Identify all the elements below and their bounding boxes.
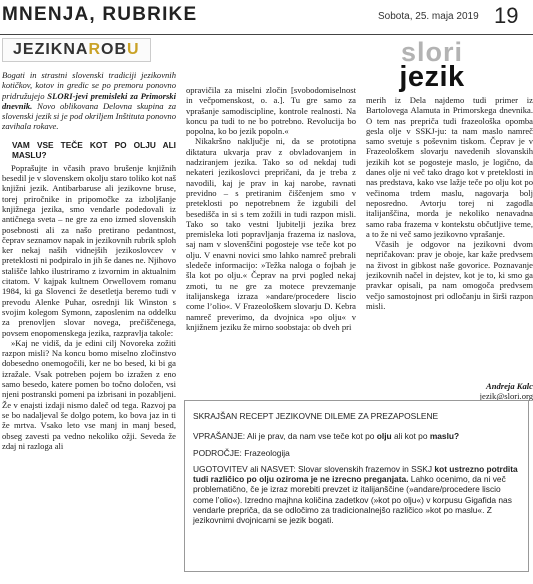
- column-intro: [2, 70, 176, 132]
- summary-area: [193, 448, 520, 458]
- article-paragraph: Včasih je odgovor na jezikovni dvom nepričakovan: prav je oboje, kar kaže predvsem na živost in gibkost naše govorice. Poznavanje jezikovnih načel in dejstev, kot je to, ki smo ga pravkar opisali, pa nam omogoča predvsem večjo samostojnost pri odločanju in širši razpon misli.: [366, 239, 533, 311]
- article-paragraph: opravičila za miselni zločin [svobodomiselnost in večpomenskost, o. a.]. Tu gre samo za vprašanje samodiscipline, kontrole realnosti. Na koncu pa tudi to ne bo potrebno. Revolucija bo popolna, ko bo jezik popoln.«: [186, 85, 356, 137]
- header-rule: [0, 34, 533, 35]
- finding-text-bold: kot ustrezno potrdita tudi različico po olju oziroma je ne izrecno preganjata.: [193, 463, 518, 485]
- summary-question: [193, 431, 520, 441]
- summary-finding: [193, 464, 520, 526]
- column-badge: [2, 38, 151, 62]
- logo-slori: slori: [400, 37, 464, 67]
- badge-part-u: U: [127, 40, 140, 58]
- page-number: 19: [494, 3, 519, 28]
- article-paragraph: »Kaj ne vidiš, da je edini cilj Novoreka zožiti razpon misli? Na koncu bomo miselno zločinstvo dobesedno onemogočili, ker ne bo besed, ki bi ga izražale. Vsak potreben pojem bo izražen z eno samo besedo, katere pomen bo točno določen, vsi njeni postranski pomeni pa izbrisani in pozabljeni. Že v enajsti izdaji nismo daleč od tega. Razvoj pa se bo nadaljeval še dolgo potem, ko bova jaz in ti že mrtva. Vsako leto vse manj in manj besed, obseg zavesti pa vedno nekoliko ožji. Seveda že zdaj ni razloga ali: [2, 337, 176, 451]
- question-label: VPRAŠANJE:: [193, 431, 246, 442]
- article-column-3: [366, 95, 533, 379]
- question-keyword-olje: olju: [376, 431, 392, 442]
- author-signature: [366, 381, 533, 402]
- badge-prefix: JEZIK: [13, 40, 64, 58]
- area-value: Frazeologija: [244, 447, 290, 458]
- intro-text-b: Novo oblikovana Delovna skupina za slovenski jezik si je pod okriljem Inštituta ponovno zavihala rokave.: [2, 100, 176, 132]
- issue-date: Sobota, 25. maja 2019: [378, 11, 479, 22]
- article-heading: VAM VSE TEČE KOT PO OLJU ALI MASLU?: [12, 139, 176, 160]
- article-column-2: [186, 85, 356, 379]
- logo-jezik: jezik: [399, 61, 465, 93]
- article-paragraph: Poprašujte in včasih pravo brušenje knjižnih besedil je v slovenskem okolju staro toliko kot naš knjižni jezik. Antibarbaruse ali jezikovne bruse, torej priročnike in pripomočke za izboljšanje knjižnega jezika, smo vendarle podedovali iz antičnega sveta – ne gre za eno izmed slovenskih posebnosti ali za našo pretirano pedantnost, čeprav seznamov napak in jezikovnih rubrik sploh ker nekaj naših vidnejših jezikoslovcev v preteklosti ni podpiralo in jih še danes ne. Njihovo stališče lahko ilustriramo z izvornim in aktualnim citatom. V kajpak kultnem Orwellovem romanu 1984, ki ga Slovenci že desetletja beremo tudi v prevodu Alenke Puhar, osrednji lik Winston s svojim kolegom Symonn, zaposlenim na oddelku za prenovljen slovar novega, prečiščenega, povsem enopomenskega jezika, razpravlja takole:: [2, 162, 176, 338]
- badge-part-na: NA: [63, 40, 89, 58]
- finding-label: UGOTOVITEV ali NASVET:: [193, 463, 296, 474]
- summary-box: [184, 400, 529, 572]
- badge-part-r: R: [88, 40, 102, 58]
- article-column-1: [2, 38, 176, 584]
- finding-text-b: Lahko ocenimo, da ni več problematično, če je izraz morebiti prevzet iz italijanščine (»andare/procedere liscio come l’olio«). Izredno majhna količina zadetkov (»kot po olju«) v korpusu Gigafida nas vendarle prepriča, da se odločimo za tradicionalnejšo različico »kot po maslu«. Z jezikovnimi dvojnicami se jezik bogati.: [193, 474, 512, 526]
- question-keyword-maslo: maslu?: [429, 431, 460, 442]
- article-paragraph: merih iz Dela najdemo tudi primer iz Bartolovega Alamuta in Primorskega dnevnika. O tem nas prepriča tudi frazeološka opomba gesla olje v SSKJ-ju: ta nam maslo namreč samo svetuje s poševnim tiskom. Čeprav je v Frazeološkem slovarju navedenih slovanskih jezikih kot se pogosteje maslo, je logično, da danes olje ni več tako drago kot v preteklosti in nas predstava, kako vse lažje teče po olju kot po večinoma trdem maslu, nagovarja bolj neposredno. Avtorju torej ni zagodla italijanščina, morda je nekoliko nenavadna samo raba frazema v kontekstu občutljive teme, a to že ni več samo jezikovno vprašanje.: [366, 95, 533, 239]
- intro-text-a: Bogati in strastni slovenski tradiciji jezikovnih kotičkov, kotov in gredic se po premoru ponovno pridružujejo: [2, 70, 176, 101]
- author-email: jezik@slori.org: [479, 391, 533, 402]
- summary-box-title: SKRAJŠAN RECEPT JEZIKOVNE DILEME ZA PREZAPOSLENE: [193, 411, 439, 421]
- badge-part-ob: OB: [101, 40, 128, 58]
- area-label: PODROČJE:: [193, 447, 242, 458]
- article-paragraph: Nikakršno naključje ni, da se prototipna diktatura ukvarja prav z obvladovanjem in nadziranjem jezika. Tako so od nekdaj tudi nekateri jezikoslovci prepričani, da je treba z navodili, kaj je prav in kaj narobe, ravnati previdno – s pretiranim čiščenjem smo v preteklosti po nepotrebnem že izgubili del besedišča in si s tem zožili in tudi razpon misli. Tako so tako vestni ljubitelji jezika brez premisleka loti popravljanja frazema iz naslova, saj nam v slovenščini pogosteje vse teče kot po olju. V enavni novici smo lahko namreč prebrali sledeče informacijo: »Težka naloga o fojbah je šla kot po olju.« Čeprav na prvi pogled nekaj zmoti, tu ne gre za motece prevzemanje italijanskega izraza »andare/procedere liscio come l’olio«. V Frazeološkem slovarju D. Kebra namreč preverimo, da dvojnica »po olju« v knjižnem jeziku že mirno soobstaja: ob dveh pri: [186, 136, 356, 332]
- question-text-c: ali kot po: [391, 431, 430, 442]
- page-header: [0, 0, 533, 36]
- question-text-a: Ali je prav, da nam vse teče kot po: [247, 431, 377, 442]
- finding-text-a: Slovar slovenskih frazemov in SSKJ: [298, 463, 435, 474]
- intro-text-bold: SLORI-jevi premisleki za Primorski dnevnik.: [2, 90, 176, 111]
- section-title: MNENJA, RUBRIKE: [2, 4, 198, 25]
- slori-jezik-logo: [384, 38, 480, 94]
- author-name: Andreja Kalc: [485, 381, 533, 391]
